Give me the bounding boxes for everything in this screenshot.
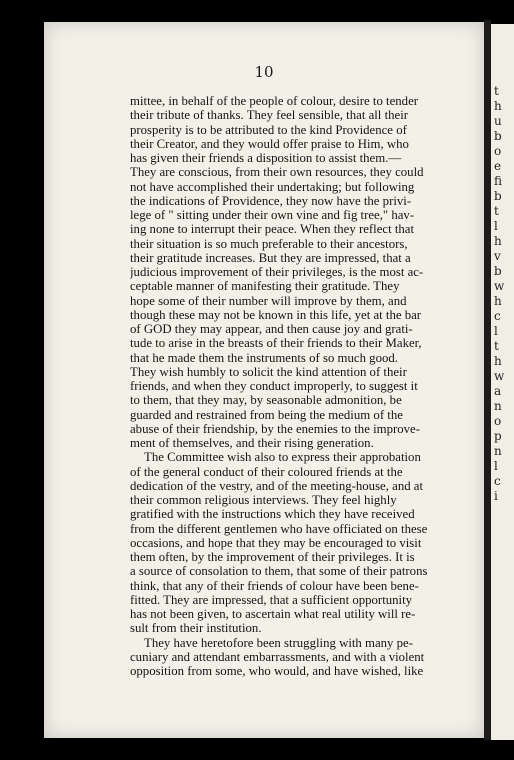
text-line: gratified with the instructions which they have received [130, 507, 415, 522]
text-line: They wish humbly to solicit the kind attention of their [130, 364, 407, 379]
text-line: a source of consolation to them, that some of their patrons [130, 564, 428, 579]
text-line: abuse of their friendship, by the enemies to the improve- [130, 421, 420, 436]
adjacent-page-letter: n [494, 399, 502, 413]
text-line: mittee, in behalf of the people of colour, desire to tender [130, 94, 419, 108]
adjacent-page-letter: u [494, 114, 502, 128]
text-line: has not been given, to ascertain what real utility will re- [130, 607, 416, 621]
text-line: of the general conduct of their coloured friends at the [130, 464, 403, 479]
text-line: think, that any of their friends of colour have been bene- [130, 578, 419, 593]
text-line: guarded and restrained from being the medium of the [130, 407, 403, 422]
book-page [44, 22, 484, 738]
adjacent-page-letter: e [494, 159, 502, 173]
adjacent-page-letter: c [494, 309, 501, 323]
text-line: not have accomplished their undertaking; but following [130, 179, 415, 194]
text-line: prosperity is to be attributed to the kind Providence of [130, 122, 407, 137]
adjacent-page-letter: w [494, 279, 505, 293]
page-number: 10 [254, 63, 274, 81]
adjacent-page-letter: w [494, 369, 505, 383]
text-line: judicious improvement of their privileges, is the most ac- [130, 265, 424, 279]
text-line: hope some of their number will improve by them, and [130, 293, 407, 308]
adjacent-page-letter: o [494, 144, 502, 158]
text-line: They have heretofore been struggling with many pe- [144, 635, 413, 650]
adjacent-page-letter: o [494, 414, 502, 428]
text-line: that he made them the instruments of so much good. [130, 350, 398, 365]
text-line: their situation is so much preferable to their ancestors, [130, 236, 408, 251]
adjacent-page-letter: b [494, 129, 502, 143]
text-line: cuniary and attendant embarrassments, and with a violent [130, 649, 425, 664]
text-line: ment of themselves, and their rising generation. [130, 436, 374, 450]
text-line: their Creator, and they would offer praise to Him, who [130, 136, 409, 151]
adjacent-page-letter: t [494, 84, 499, 98]
adjacent-page-letter: v [494, 249, 501, 263]
adjacent-page-letter: p [494, 429, 502, 443]
adjacent-page-letter: b [494, 264, 502, 278]
adjacent-page-letter: l [494, 324, 498, 338]
text-line: their gratitude increases. But they are impressed, that a [130, 250, 411, 265]
body-text [130, 94, 514, 678]
text-line: tude to arise in the breasts of their friends to their Maker, [130, 336, 422, 351]
text-line: sult from their institution. [130, 621, 262, 636]
text-line: their common religious interviews. They feel highly [130, 493, 397, 507]
adjacent-page-letter: b [494, 189, 502, 203]
text-line: to them, that they may, by seasonable admonition, be [130, 393, 402, 408]
adjacent-page-letter: fi [494, 174, 503, 188]
adjacent-page-letter: l [494, 219, 498, 233]
adjacent-page-letter: i [494, 489, 498, 503]
adjacent-page-letter: t [494, 339, 499, 353]
adjacent-page-letter: h [494, 234, 502, 248]
adjacent-page-fragments [494, 84, 504, 504]
text-line: of GOD they may appear, and then cause joy and grati- [130, 322, 413, 336]
text-line: the indications of Providence, they now have the privi- [130, 193, 412, 208]
text-line: from the different gentlemen who have officiated on these [130, 521, 428, 536]
text-line: lege of " sitting under their own vine and fig tree," hav- [130, 208, 415, 222]
text-line: fitted. They are impressed, that a sufficient opportunity [130, 592, 413, 607]
text-line: The Committee wish also to express their approbation [144, 450, 421, 465]
adjacent-page-letter: h [494, 354, 502, 368]
adjacent-page-edge [491, 24, 514, 740]
adjacent-page-letter: n [494, 444, 502, 458]
book-gutter [484, 20, 491, 740]
text-line: ing none to interrupt their peace. When they reflect that [130, 222, 415, 237]
adjacent-page-letter: a [494, 384, 502, 398]
adjacent-page-letter: l [494, 459, 498, 473]
text-line: though these may not be known in this life, yet at the bar [130, 307, 422, 322]
text-line: occasions, and hope that they may be encouraged to visit [130, 535, 422, 550]
text-line: ceptable manner of manifesting their gratitude. They [130, 279, 400, 294]
text-line: them often, by the improvement of their privileges. It is [130, 550, 415, 564]
text-line: dedication of the vestry, and of the meeting-house, and at [130, 478, 424, 493]
adjacent-page-letter: h [494, 99, 502, 113]
text-line: They are conscious, from their own resources, they could [130, 165, 424, 180]
adjacent-page-letter: t [494, 204, 499, 218]
adjacent-page-letter: h [494, 294, 502, 308]
text-line: opposition from some, who would, and have wished, like [130, 664, 424, 678]
adjacent-page-letter: c [494, 474, 501, 488]
text-line: friends, and when they conduct improperly, to suggest it [130, 379, 418, 393]
text-line: their tribute of thanks. They feel sensible, that all their [130, 108, 409, 123]
text-line: has given their friends a disposition to assist them.— [130, 151, 402, 165]
